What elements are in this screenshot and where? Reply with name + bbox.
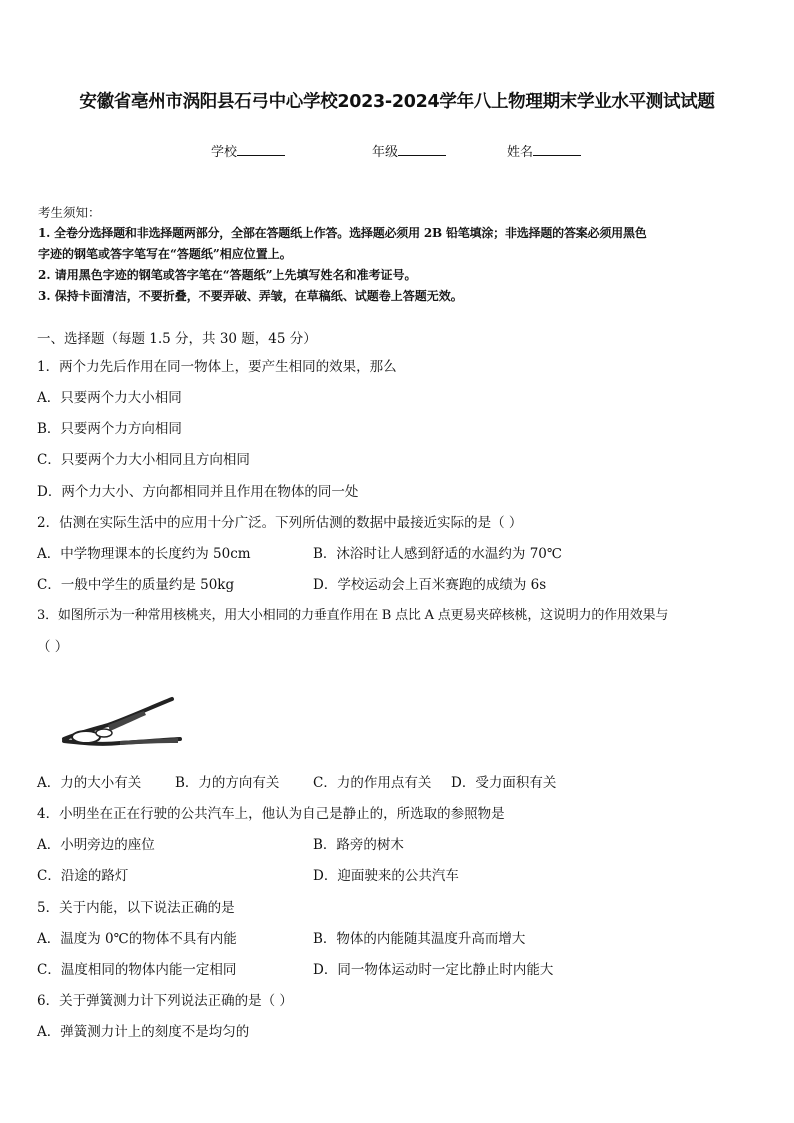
q5-option-d: D．同一物体运动时一定比静止时内能大 xyxy=(313,962,554,978)
q3-option-a: A．力的大小有关 xyxy=(37,775,142,791)
q2-option-c: C．一般中学生的质量约是 50kg xyxy=(37,577,235,593)
q5-option-a: A．温度为 0℃的物体不具有内能 xyxy=(37,931,237,947)
q1-stem: 1．两个力先后作用在同一物体上，要产生相同的效果，那么 xyxy=(37,359,397,375)
q3-option-c: C．力的作用点有关 xyxy=(313,775,432,791)
grade-label: 年级 xyxy=(372,145,399,160)
nutcracker-figure xyxy=(60,693,184,755)
page-title: 安徽省亳州市涡阳县石弓中心学校2023-2024学年八上物理期末学业水平测试试题 xyxy=(79,92,715,112)
grade-field xyxy=(372,141,446,160)
grade-blank xyxy=(398,143,446,156)
notice-line-1b: 字迹的钢笔或答字笔写在“答题纸”相应位置上。 xyxy=(38,247,292,261)
q2-stem: 2．估测在实际生活中的应用十分广泛。下列所估测的数据中最接近实际的是（ ） xyxy=(37,515,523,531)
name-field xyxy=(507,141,581,160)
school-label: 学校 xyxy=(211,145,238,160)
q4-option-c: C．沿途的路灯 xyxy=(37,868,129,884)
q2-option-b: B．沐浴时让人感到舒适的水温约为 70℃ xyxy=(313,546,562,562)
q1-option-c: C．只要两个力大小相同且方向相同 xyxy=(37,452,250,468)
name-blank xyxy=(533,143,581,156)
notice-line-1: 1. 全卷分选择题和非选择题两部分，全部在答题纸上作答。选择题必须用 2B 铅笔填涂；非选择题的答案必须用黑色 xyxy=(38,226,647,240)
q6-stem: 6．关于弹簧测力计下列说法正确的是（ ） xyxy=(37,993,293,1009)
school-field xyxy=(211,141,285,160)
q1-option-d: D．两个力大小、方向都相同并且作用在物体的同一处 xyxy=(37,484,359,500)
q3-option-d: D．受力面积有关 xyxy=(451,775,557,791)
notice-line-3: 3. 保持卡面清洁，不要折叠，不要弄破、弄皱，在草稿纸、试题卷上答题无效。 xyxy=(38,289,463,303)
q1-option-b: B．只要两个力方向相同 xyxy=(37,421,182,437)
q5-option-c: C．温度相同的物体内能一定相同 xyxy=(37,962,237,978)
notice-heading: 考生须知： xyxy=(38,205,101,220)
notice-line-2: 2. 请用黑色字迹的钢笔或答字笔在“答题纸”上先填写姓名和准考证号。 xyxy=(38,268,417,282)
school-blank xyxy=(237,143,285,156)
q2-option-d: D．学校运动会上百米赛跑的成绩为 6s xyxy=(313,577,547,593)
q2-option-a: A．中学物理课本的长度约为 50cm xyxy=(37,546,251,562)
q6-option-a: A．弹簧测力计上的刻度不是均匀的 xyxy=(37,1024,250,1040)
section-heading: 一、选择题（每题 1.5 分，共 30 题，45 分） xyxy=(37,331,317,347)
q3-stem-paren: （ ） xyxy=(37,639,69,655)
q4-option-b: B．路旁的树木 xyxy=(313,837,404,853)
q3-option-b: B．力的方向有关 xyxy=(175,775,280,791)
q5-stem: 5．关于内能，以下说法正确的是 xyxy=(37,900,235,916)
q1-option-a: A．只要两个力大小相同 xyxy=(37,390,182,406)
q4-stem: 4．小明坐在正在行驶的公共汽车上，他认为自己是静止的，所选取的参照物是 xyxy=(37,806,505,822)
name-label: 姓名 xyxy=(507,145,534,160)
q5-option-b: B．物体的内能随其温度升高而增大 xyxy=(313,931,526,947)
q4-option-a: A．小明旁边的座位 xyxy=(37,837,155,853)
q4-option-d: D．迎面驶来的公共汽车 xyxy=(313,868,459,884)
q3-stem: 3．如图所示为一种常用核桃夹，用大小相同的力垂直作用在 B 点比 A 点更易夹碎核桃，这说明力的作用效果与 xyxy=(37,608,669,623)
